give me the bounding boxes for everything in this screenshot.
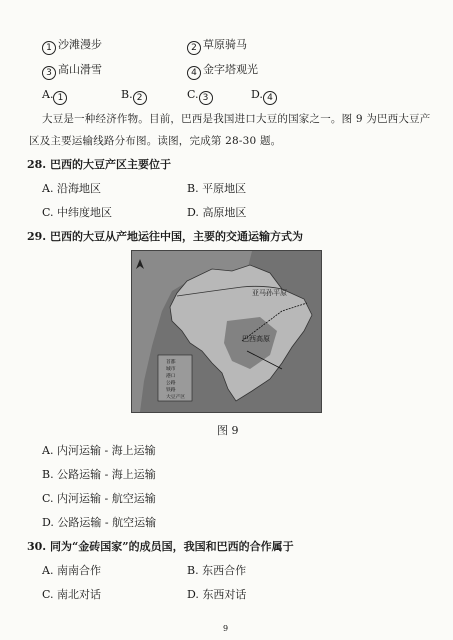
- q29-option-d[interactable]: [42, 516, 156, 530]
- option-letter: C.: [187, 88, 199, 101]
- circled-number: 1: [53, 91, 67, 105]
- q27-option-c[interactable]: [187, 88, 215, 105]
- option-letter: B.: [121, 88, 133, 101]
- q30-option-b[interactable]: [187, 564, 246, 578]
- option-text: 平原地区: [202, 182, 247, 195]
- legend-item: 公路: [166, 381, 176, 386]
- circled-number: 3: [199, 91, 213, 105]
- brazil-soybean-map: [131, 250, 322, 413]
- option-text: 东西合作: [202, 564, 247, 577]
- q27-option-a[interactable]: [42, 88, 69, 105]
- option-letter: A.: [42, 444, 54, 457]
- q29-option-c[interactable]: [42, 492, 156, 506]
- page-number: 9: [223, 624, 229, 633]
- q27-item-text: 高山滑雪: [58, 63, 102, 76]
- option-letter: B.: [187, 182, 199, 195]
- option-letter: B.: [187, 564, 199, 577]
- q28-stem: 28. 巴西的大豆产区主要位于: [27, 158, 171, 171]
- map-label-highland: 巴西高原: [242, 335, 270, 343]
- circled-number: 2: [133, 91, 147, 105]
- q27-option-b[interactable]: [121, 88, 149, 105]
- q30-stem: 30. 同为“金砖国家”的成员国，我国和巴西的合作属于: [27, 540, 294, 553]
- q27-item-3: [42, 63, 102, 80]
- option-text: 内河运输 - 海上运输: [56, 444, 156, 457]
- option-letter: D.: [187, 588, 199, 601]
- option-letter: D.: [187, 206, 199, 219]
- intro-line-2: 区及主要运输线路分布图。读图，完成第 28-30 题。: [29, 135, 282, 147]
- q28-option-b[interactable]: [187, 182, 246, 196]
- q27-option-d[interactable]: [251, 88, 279, 105]
- option-text: 公路运输 - 海上运输: [57, 468, 156, 481]
- legend-item: 大豆产区: [166, 395, 186, 400]
- q27-item-2: [187, 38, 247, 55]
- option-letter: C.: [42, 206, 54, 219]
- option-text: 南南合作: [56, 564, 101, 577]
- q27-item-text: 沙滩漫步: [58, 38, 102, 51]
- q28-option-c[interactable]: [42, 206, 112, 220]
- legend-item: 城市: [166, 367, 176, 372]
- option-letter: C.: [42, 492, 54, 505]
- option-letter: D.: [251, 88, 263, 101]
- option-text: 高原地区: [202, 206, 247, 219]
- option-letter: C.: [42, 588, 54, 601]
- option-text: 公路运输 - 航空运输: [57, 516, 157, 529]
- q28-option-d[interactable]: [187, 206, 246, 220]
- q29-option-b[interactable]: [42, 468, 156, 482]
- option-letter: A.: [42, 182, 54, 195]
- intro-line-1: 大豆是一种经济作物。目前，巴西是我国进口大豆的国家之一。图 9 为巴西大豆产: [42, 113, 431, 125]
- legend-item: 首都: [166, 360, 176, 365]
- map-label-amazon: 亚马孙平原: [252, 289, 287, 297]
- q30-option-c[interactable]: [42, 588, 101, 602]
- option-text: 东西对话: [202, 588, 247, 601]
- q29-option-a[interactable]: [42, 444, 156, 458]
- q28-option-a[interactable]: [42, 182, 101, 196]
- q27-item-text: 草原骑马: [203, 38, 247, 51]
- option-text: 内河运输 - 航空运输: [57, 492, 156, 505]
- q29-stem: 29. 巴西的大豆从产地运往中国，主要的交通运输方式为: [27, 230, 303, 243]
- circled-number: 4: [187, 66, 201, 80]
- figure-caption: 图 9: [217, 424, 239, 437]
- option-text: 沿海地区: [56, 182, 101, 195]
- circled-number: 2: [187, 41, 201, 55]
- option-text: 南北对话: [57, 588, 102, 601]
- option-letter: A.: [42, 564, 54, 577]
- q27-item-1: [42, 38, 102, 55]
- option-text: 中纬度地区: [57, 206, 113, 219]
- legend-item: 铁路: [166, 388, 176, 393]
- q27-item-text: 金字塔观光: [203, 63, 258, 76]
- legend-item: 港口: [166, 374, 176, 379]
- option-letter: A.: [42, 88, 54, 101]
- circled-number: 1: [42, 41, 56, 55]
- option-letter: D.: [42, 516, 54, 529]
- circled-number: 3: [42, 66, 56, 80]
- q27-item-4: [187, 63, 258, 80]
- option-letter: B.: [42, 468, 54, 481]
- q30-option-a[interactable]: [42, 564, 101, 578]
- q30-option-d[interactable]: [187, 588, 246, 602]
- circled-number: 4: [263, 91, 277, 105]
